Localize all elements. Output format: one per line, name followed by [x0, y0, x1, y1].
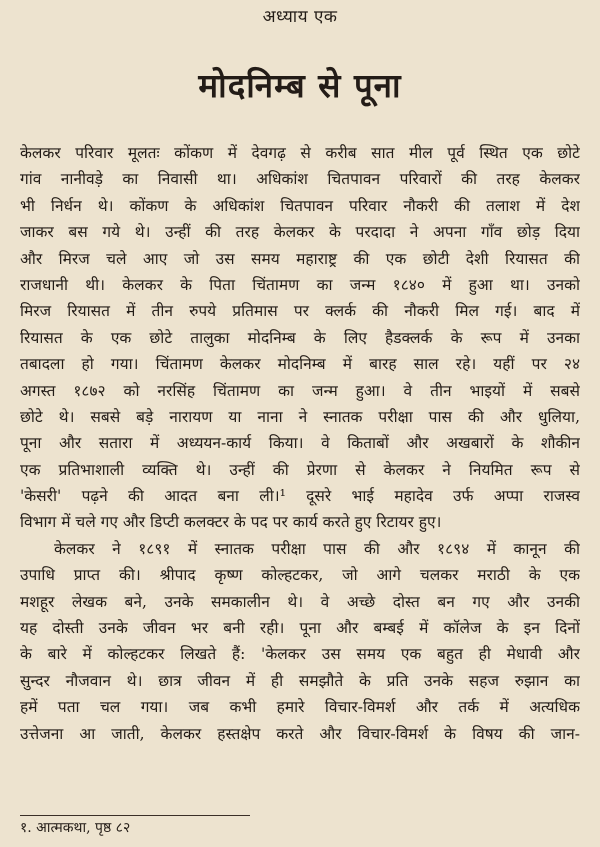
paragraph-1-line: एक प्रतिभाशाली व्यक्ति थे। उन्हीं की प्रेरणा से केलकर ने नियमित रूप से — [20, 460, 580, 479]
paragraph-1-line: जाकर बस गये थे। उन्हीं की तरह केलकर के परदादा ने अपना गाँव छोड़ दिया — [20, 223, 580, 242]
paragraph-1-line: अगस्त १८७२ को नरसिंह चिंतामण का जन्म हुआ। वे तीन भाइयों में सबसे — [20, 381, 580, 400]
paragraph-1-line: केलकर परिवार मूलतः कोंकण में देवगढ़ से करीब सात मील पूर्व स्थित एक छोटे — [20, 144, 580, 162]
chapter-title: मोदनिम्ब से पूना — [198, 66, 402, 105]
paragraph-1-line: 'केसरी' पढ़ने की आदत बना ली।¹ दूसरे भाई महादेव उर्फ अप्पा राजस्व — [20, 487, 580, 506]
body-text — [20, 140, 580, 747]
paragraph-2-line: मशहूर लेखक बने, उनके समकालीन थे। वे अच्छे दोस्त बन गए और उनकी — [20, 592, 580, 611]
footnote: १. आत्मकथा, पृष्ठ ८२ — [20, 820, 131, 836]
paragraph-2-line: उत्तेजना आ जाती, केलकर हस्तक्षेप करते और विचार-विमर्श के विषय की जान- — [20, 724, 580, 743]
paragraph-1-line: राजधानी थी। केलकर के पिता चिंतामण का जन्म १८४० में हुआ था। उनको — [20, 275, 580, 294]
paragraph-1-line: तबादला हो गया। चिंतामण केलकर मोदनिम्ब में बारह साल रहे। यहीं पर २४ — [20, 355, 580, 374]
chapter-heading: अध्याय एक — [262, 7, 338, 27]
paragraph-2-line: यह दोस्ती उनके जीवन भर बनी रही। पूना और बम्बई में कॉलेज के इन दिनों — [20, 619, 580, 638]
paragraph-1-line: मिरज रियासत में तीन रुपये प्रतिमास पर क्लर्क की नौकरी मिल गई। बाद में — [20, 302, 580, 321]
paragraph-2-line: सुन्दर नौजवान थे। छात्र जीवन में ही समझौते के प्रति उनके सहज रुझान का — [20, 671, 580, 690]
paragraph-2-line: के बारे में कोल्हटकर लिखते हैं: 'केलकर उस समय एक बहुत ही मेधावी और — [20, 645, 580, 664]
paragraph-2-line: उपाधि प्राप्त की। श्रीपाद कृष्ण कोल्हटकर, जो आगे चलकर मराठी के एक — [20, 566, 580, 585]
footnote-divider — [20, 815, 250, 816]
paragraph-1-line: छोटे थे। सबसे बड़े नारायण या नाना ने स्नातक परीक्षा पास की और धुलिया, — [20, 407, 580, 426]
paragraph-1-line: और मिरज चले आए जो उस समय महाराष्ट्र की एक छोटी देशी रियासत की — [20, 249, 580, 268]
paragraph-2-line: केलकर ने १८९१ में स्नातक परीक्षा पास की और १८९४ में कानून की — [54, 539, 580, 558]
paragraph-2-line: हमें पता चल गया। जब कभी हमारे विचार-विमर्श और तर्क में अत्यधिक — [20, 698, 580, 717]
paragraph-1-line: विभाग में चले गए और डिप्टी कलक्टर के पद पर कार्य करते हुए रिटायर हुए। — [20, 513, 442, 532]
paragraph-1-line: गांव नानीवड़े का निवासी था। अधिकांश चितपावन परिवारों की तरह केलकर — [20, 170, 580, 189]
paragraph-1-line: भी निर्धन थे। कोंकण के अधिकांश चितपावन परिवार नौकरी की तलाश में देश — [20, 196, 580, 215]
paragraph-1-line: रियासत के एक छोटे तालुका मोदनिम्ब के लिए हैडक्लर्क के रूप में उनका — [20, 328, 580, 347]
paragraph-1-line: पूना और सतारा में अध्ययन-कार्य किया। वे किताबों और अखबारों के शौकीन — [20, 434, 580, 453]
